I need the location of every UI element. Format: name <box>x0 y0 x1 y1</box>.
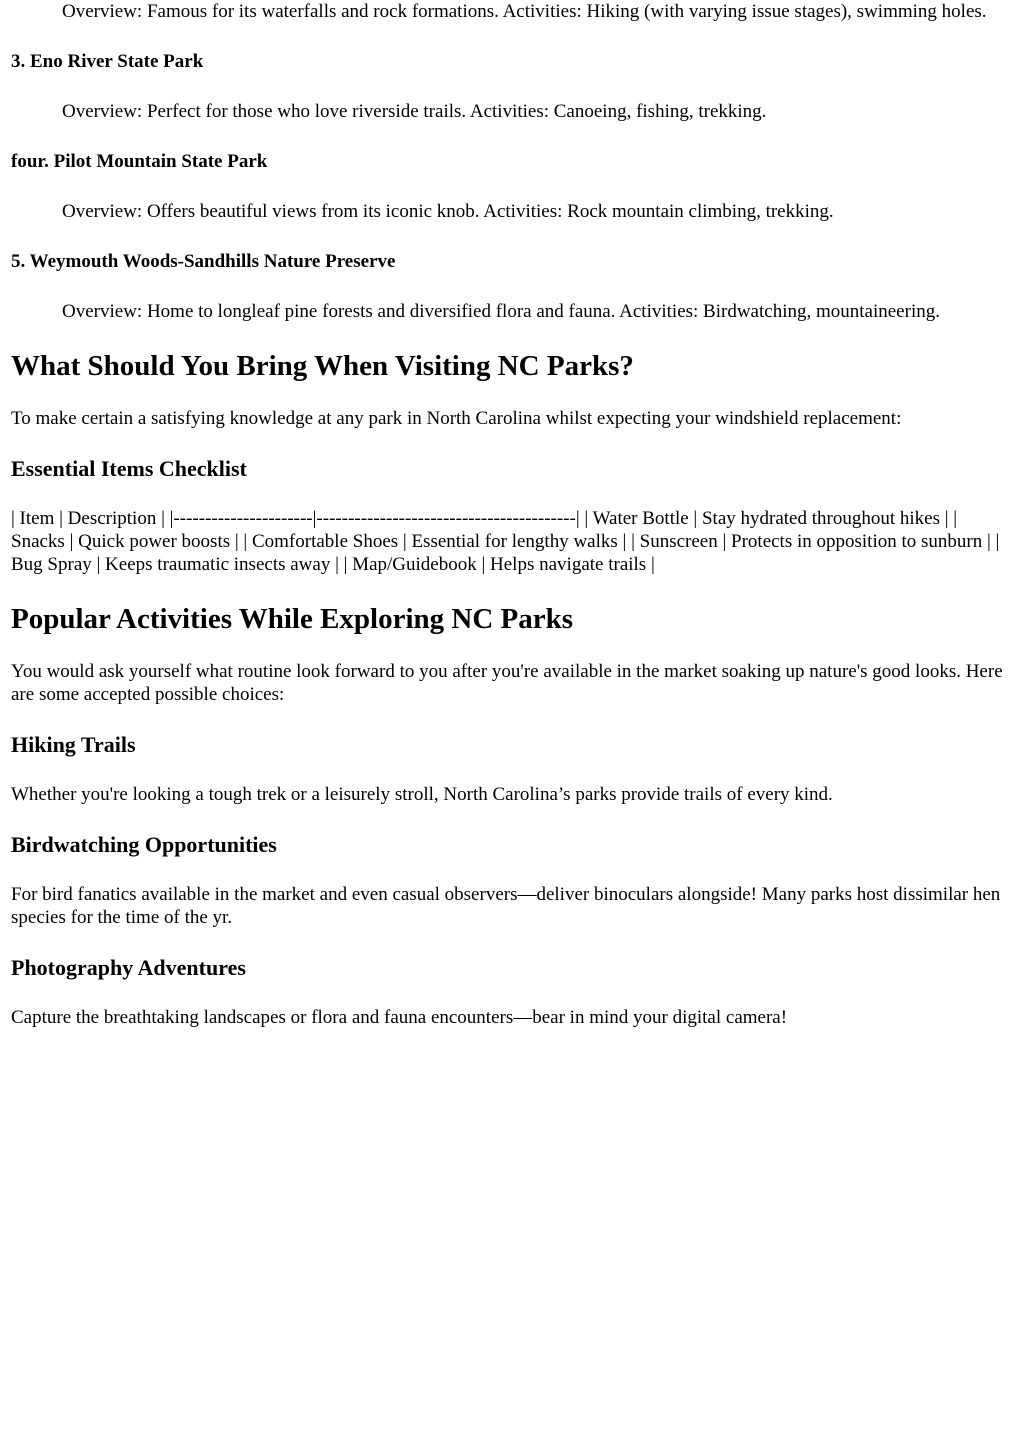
checklist-heading: Essential Items Checklist <box>11 456 247 481</box>
park-overview-quote <box>62 300 1013 323</box>
park-overview-quote <box>62 200 1013 223</box>
park-heading: 3. Eno River State Park <box>11 51 204 72</box>
park-overview-text: Overview: Perfect for those who love riverside trails. Activities: Canoeing, fishing, trekking. <box>62 101 767 122</box>
checklist-text: | Item | Description | |----------------------|-----------------------------------------| | Water Bottle | Stay hydrated throughout hikes | | Snacks | Quick power boosts | | Comfortable Shoes | Essential for lengthy walks | | Sunscreen | Protects in opposition to sunburn | | Bug Spray | Keeps traumatic insects away | | Map/Guidebook | Helps navigate trails | <box>11 508 1000 575</box>
park-overview-text: Overview: Home to longleaf pine forests and diversified flora and fauna. Activities: Birdwatching, mountaineering. <box>62 301 940 322</box>
activity-heading-photography: Photography Adventures <box>11 955 246 980</box>
park-heading: four. Pilot Mountain State Park <box>11 151 268 172</box>
section-heading-bring: What Should You Bring When Visiting NC Parks? <box>11 350 634 382</box>
park-heading: 5. Weymouth Woods-Sandhills Nature Preserve <box>11 251 396 272</box>
activity-text-hiking: Whether you're looking a tough trek or a leisurely stroll, North Carolina’s parks provide trails of every kind. <box>11 784 833 805</box>
activity-heading-hiking: Hiking Trails <box>11 732 136 757</box>
park-overview-text: Overview: Offers beautiful views from its iconic knob. Activities: Rock mountain climbing, trekking. <box>62 201 834 222</box>
activity-text-birdwatching: For bird fanatics available in the market and even casual observers—deliver binoculars alongside! Many parks host dissimilar hen species for the time of the yr. <box>11 884 1001 928</box>
bring-intro: To make certain a satisfying knowledge at any park in North Carolina whilst expecting your windshield replacement: <box>11 408 902 429</box>
park-overview-quote <box>62 0 1013 23</box>
park-overview-text: Overview: Famous for its waterfalls and rock formations. Activities: Hiking (with varying issue stages), swimming holes. <box>62 1 987 22</box>
activities-intro: You would ask yourself what routine look forward to you after you're available in the market soaking up nature's good looks. Here are some accepted possible choices: <box>11 661 1003 705</box>
activity-text-photography: Capture the breathtaking landscapes or flora and fauna encounters—bear in mind your digital camera! <box>11 1007 788 1028</box>
section-heading-activities: Popular Activities While Exploring NC Parks <box>11 603 574 635</box>
park-overview-quote <box>62 100 1013 123</box>
activity-heading-birdwatching: Birdwatching Opportunities <box>11 832 277 857</box>
